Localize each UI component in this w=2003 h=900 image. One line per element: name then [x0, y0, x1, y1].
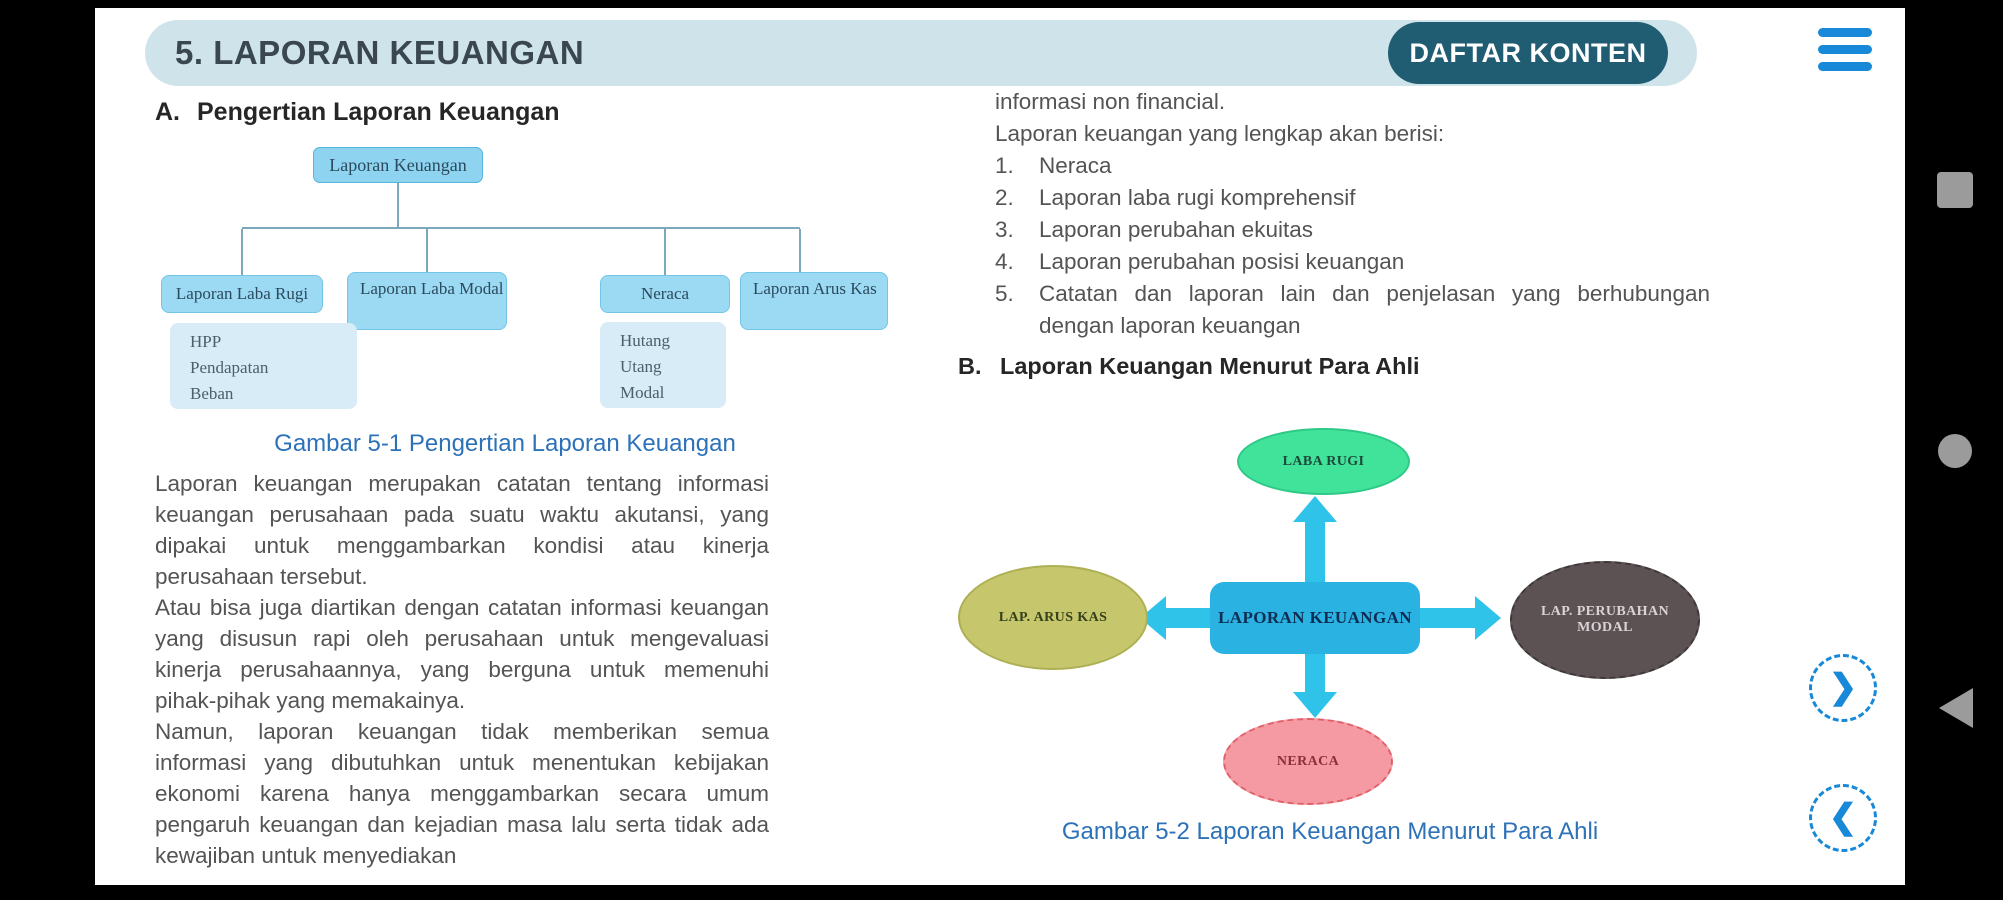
- list-text: Laporan perubahan ekuitas: [1039, 217, 1313, 242]
- section-a-heading: [155, 98, 560, 127]
- hamburger-menu-icon[interactable]: [1818, 28, 1872, 72]
- list-text: Neraca: [1039, 153, 1112, 178]
- list-text: Laporan perubahan posisi keuangan: [1039, 249, 1405, 274]
- arrow-down-shaft: [1305, 650, 1325, 696]
- tree-sub-income-box: [170, 323, 357, 409]
- list-number: 1.: [995, 153, 1014, 178]
- tree-connector: [241, 229, 243, 275]
- daftar-konten-button[interactable]: DAFTAR KONTEN: [1388, 22, 1668, 84]
- figure-caption-5-1: Gambar 5-1 Pengertian Laporan Keuangan: [274, 430, 736, 457]
- paragraph: Namun, laporan keuangan tidak memberikan semua informasi yang dibutuhkan untuk menentukan kebijakan ekonomi karena hanya menggambarkan secara umum pengaruh keuangan dan kejadian masa lalu serta tidak ada kewajiban untuk menyediakan: [155, 719, 769, 868]
- list-item: [995, 182, 1710, 214]
- menu-bar: [1818, 45, 1872, 54]
- menu-bar: [1818, 62, 1872, 71]
- arrow-right-icon: [1475, 596, 1501, 640]
- tree-child-laba-modal: Laporan Laba Modal: [347, 272, 507, 330]
- section-b-label: B.: [958, 353, 982, 379]
- list-text: Catatan dan laporan lain dan penjelasan yang berhubungan dengan laporan keuangan: [1039, 281, 1710, 338]
- section-b-title: Laporan Keuangan Menurut Para Ahli: [1000, 353, 1420, 379]
- list-item: [995, 246, 1710, 278]
- list-number: 4.: [995, 249, 1014, 274]
- previous-page-button[interactable]: ❮: [1809, 784, 1877, 852]
- tree-sub-line: Hutang: [620, 331, 671, 350]
- left-body-text: [155, 468, 769, 871]
- arrow-right-shaft: [1420, 608, 1475, 628]
- left-system-bar: [0, 0, 95, 900]
- diagram-ellipse-laba-rugi: LABA RUGI: [1237, 428, 1410, 495]
- section-a-title: Pengertian Laporan Keuangan: [197, 98, 560, 126]
- android-recents-button[interactable]: [1937, 172, 1973, 208]
- list-item: [995, 278, 1710, 342]
- page-title: 5. LAPORAN KEUANGAN: [175, 34, 585, 71]
- android-home-button[interactable]: [1938, 434, 1972, 468]
- paragraph: Atau bisa juga diartikan dengan catatan informasi keuangan yang disusun rapi oleh perusahaan untuk mengevaluasi kinerja perusahaannya, yang berguna untuk memenuhi pihak-pihak yang memakainya.: [155, 595, 769, 713]
- list-number: 3.: [995, 217, 1014, 242]
- tree-sub-line: Beban: [190, 384, 234, 403]
- next-page-button[interactable]: ❯: [1809, 654, 1877, 722]
- paragraph: Laporan keuangan merupakan catatan tentang informasi keuangan perusahaan pada suatu waktu akutansi, yang dipakai untuk menggambarkan kondisi atau kinerja perusahaan tersebut.: [155, 471, 769, 589]
- section-a-label: A.: [155, 98, 180, 126]
- tree-connector: [397, 183, 399, 229]
- arrow-up-icon: [1293, 496, 1337, 522]
- tree-sub-line: Modal: [620, 383, 665, 402]
- list-item: [995, 214, 1710, 246]
- tree-child-laba-rugi: Laporan Laba Rugi: [161, 275, 323, 313]
- diagram-ellipse-perubahan-modal: LAP. PERUBAHAN MODAL: [1510, 561, 1700, 679]
- tree-connector: [799, 229, 801, 272]
- arrow-left-shaft: [1166, 608, 1212, 628]
- document-page: [95, 8, 1905, 885]
- tree-sub-line: Utang: [620, 357, 662, 376]
- lead-line: informasi non financial.: [995, 89, 1226, 114]
- lead-line: Laporan keuangan yang lengkap akan berisi:: [995, 121, 1445, 146]
- tree-sub-line: Pendapatan: [190, 358, 269, 377]
- diagram-center-box: LAPORAN KEUANGAN: [1210, 582, 1420, 654]
- menu-bar: [1818, 28, 1872, 37]
- diagram-ellipse-neraca: NERACA: [1223, 718, 1393, 805]
- tree-connector: [426, 229, 428, 272]
- arrow-up-shaft: [1305, 520, 1325, 584]
- list-number: 5.: [995, 281, 1014, 306]
- android-back-button[interactable]: [1939, 688, 1973, 728]
- tree-sub-neraca-box: [600, 322, 726, 408]
- section-b-heading: [958, 350, 1710, 382]
- figure-caption-5-2: Gambar 5-2 Laporan Keuangan Menurut Para Ahli: [1061, 818, 1599, 845]
- tree-root-box: Laporan Keuangan: [313, 147, 483, 183]
- tree-sub-line: HPP: [190, 332, 222, 351]
- tree-connector: [242, 227, 800, 229]
- diagram-ellipse-arus-kas: LAP. ARUS KAS: [958, 565, 1148, 670]
- tree-child-neraca: Neraca: [600, 275, 730, 313]
- tree-child-arus-kas: Laporan Arus Kas: [740, 272, 888, 330]
- list-text: Laporan laba rugi komprehensif: [1039, 185, 1356, 210]
- right-body-text: [958, 86, 1710, 382]
- list-item: [995, 150, 1710, 182]
- tree-connector: [664, 229, 666, 275]
- arrow-down-icon: [1293, 692, 1337, 718]
- list-number: 2.: [995, 185, 1014, 210]
